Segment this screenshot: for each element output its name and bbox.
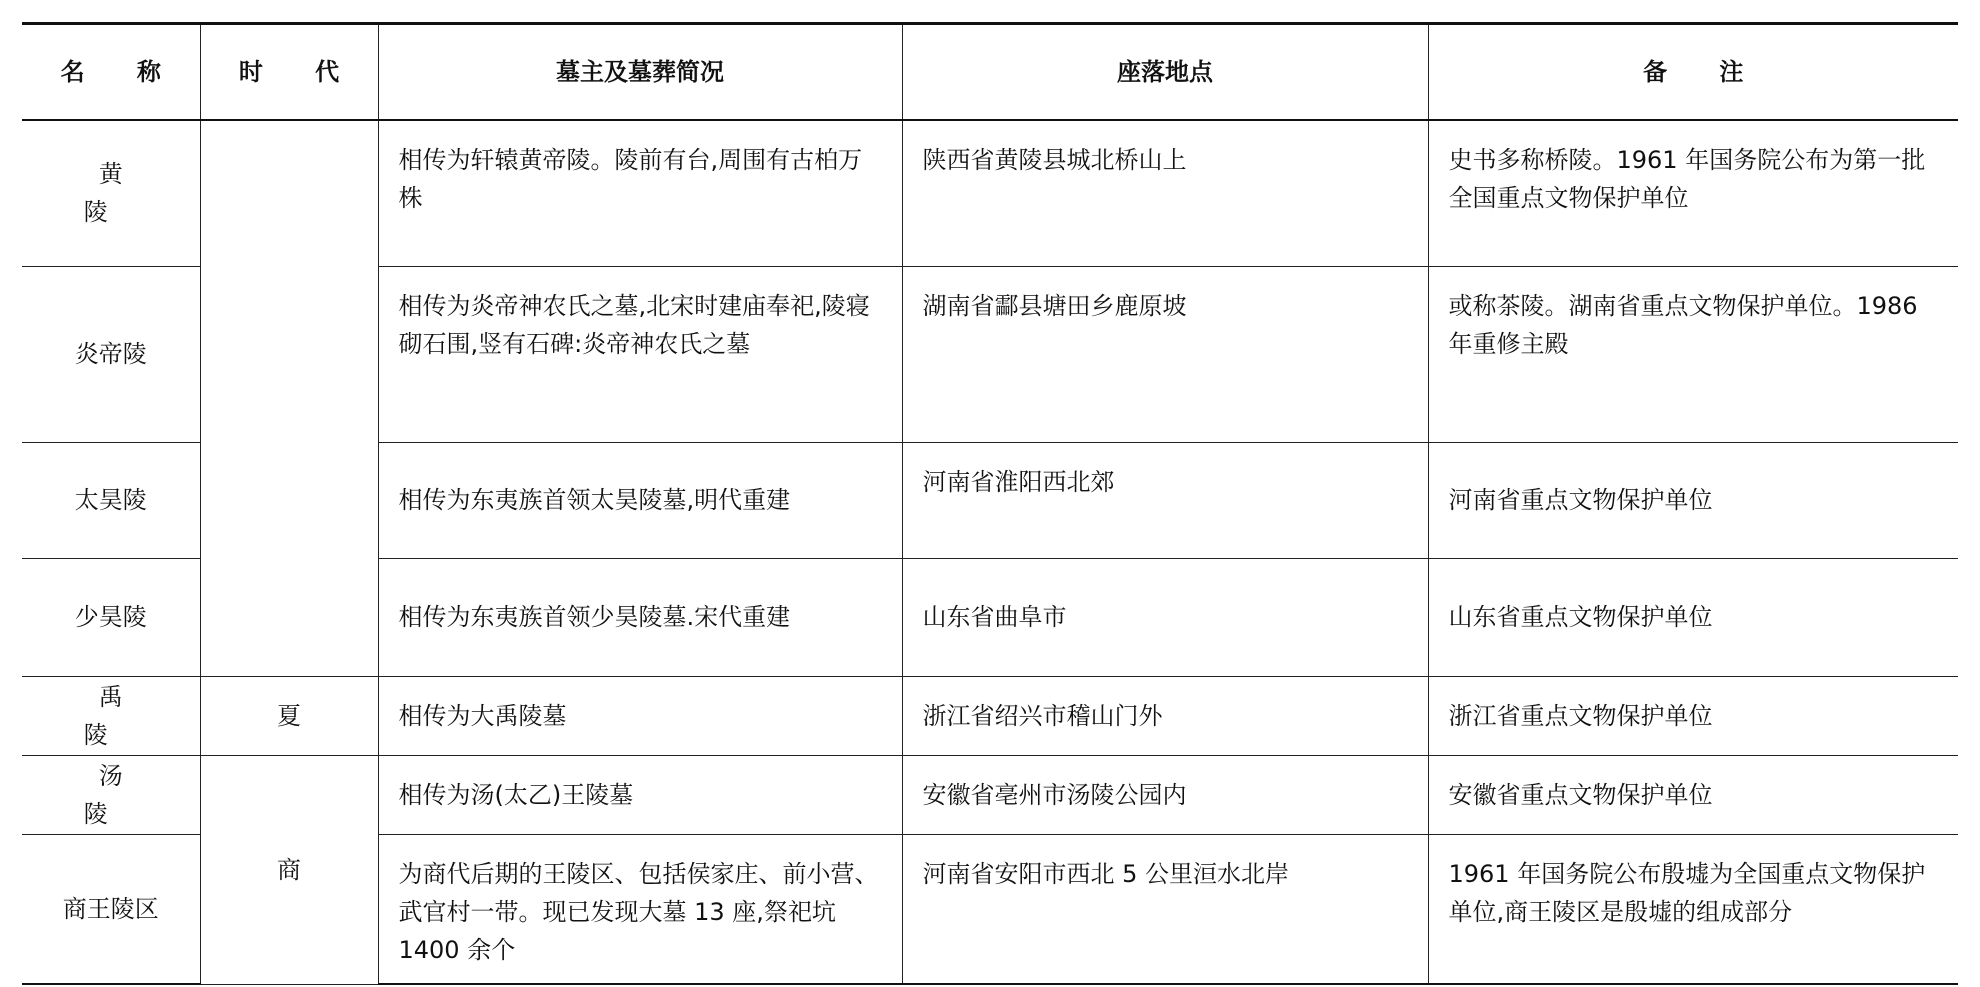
header-name: 名 称 bbox=[22, 24, 200, 121]
cell-location: 安徽省亳州市汤陵公园内 bbox=[902, 755, 1428, 834]
cell-location: 河南省淮阳西北郊 bbox=[902, 442, 1428, 558]
table-body bbox=[22, 120, 1958, 984]
cell-era bbox=[200, 120, 378, 676]
cell-note: 史书多称桥陵。1961 年国务院公布为第一批全国重点文物保护单位 bbox=[1428, 120, 1958, 266]
cell-era: 商 bbox=[200, 755, 378, 984]
cell-name: 汤 陵 bbox=[22, 755, 200, 834]
cell-description: 相传为东夷族首领少昊陵墓.宋代重建 bbox=[378, 558, 902, 676]
cell-name: 商王陵区 bbox=[22, 834, 200, 984]
cell-note: 浙江省重点文物保护单位 bbox=[1428, 676, 1958, 755]
cell-location: 陕西省黄陵县城北桥山上 bbox=[902, 120, 1428, 266]
header-description: 墓主及墓葬简况 bbox=[378, 24, 902, 121]
header-era: 时 代 bbox=[200, 24, 378, 121]
table-row bbox=[22, 755, 1958, 834]
cell-description: 为商代后期的王陵区、包括侯家庄、前小营、武官村一带。现已发现大墓 13 座,祭祀坑 1400 余个 bbox=[378, 834, 902, 984]
cell-name: 炎帝陵 bbox=[22, 266, 200, 442]
table-row bbox=[22, 676, 1958, 755]
table-row bbox=[22, 120, 1958, 266]
table-header bbox=[22, 24, 1958, 121]
cell-description: 相传为汤(太乙)王陵墓 bbox=[378, 755, 902, 834]
cell-name: 太昊陵 bbox=[22, 442, 200, 558]
cell-description: 相传为炎帝神农氏之墓,北宋时建庙奉祀,陵寝砌石围,竖有石碑:炎帝神农氏之墓 bbox=[378, 266, 902, 442]
cell-name: 禹 陵 bbox=[22, 676, 200, 755]
cell-location: 河南省安阳市西北 5 公里洹水北岸 bbox=[902, 834, 1428, 984]
cell-description: 相传为轩辕黄帝陵。陵前有台,周围有古柏万株 bbox=[378, 120, 902, 266]
cell-note: 安徽省重点文物保护单位 bbox=[1428, 755, 1958, 834]
header-location: 座落地点 bbox=[902, 24, 1428, 121]
header-row bbox=[22, 24, 1958, 121]
header-note: 备 注 bbox=[1428, 24, 1958, 121]
cell-note: 1961 年国务院公布殷墟为全国重点文物保护单位,商王陵区是殷墟的组成部分 bbox=[1428, 834, 1958, 984]
cell-location: 湖南省酃县塘田乡鹿原坡 bbox=[902, 266, 1428, 442]
cell-note: 山东省重点文物保护单位 bbox=[1428, 558, 1958, 676]
cell-description: 相传为东夷族首领太昊陵墓,明代重建 bbox=[378, 442, 902, 558]
cell-note: 或称茶陵。湖南省重点文物保护单位。1986 年重修主殿 bbox=[1428, 266, 1958, 442]
document-page bbox=[22, 22, 1958, 985]
cell-era: 夏 bbox=[200, 676, 378, 755]
cell-name: 黄 陵 bbox=[22, 120, 200, 266]
imperial-tombs-table bbox=[22, 22, 1958, 985]
cell-location: 山东省曲阜市 bbox=[902, 558, 1428, 676]
cell-description: 相传为大禹陵墓 bbox=[378, 676, 902, 755]
cell-name: 少昊陵 bbox=[22, 558, 200, 676]
cell-location: 浙江省绍兴市稽山门外 bbox=[902, 676, 1428, 755]
cell-note: 河南省重点文物保护单位 bbox=[1428, 442, 1958, 558]
